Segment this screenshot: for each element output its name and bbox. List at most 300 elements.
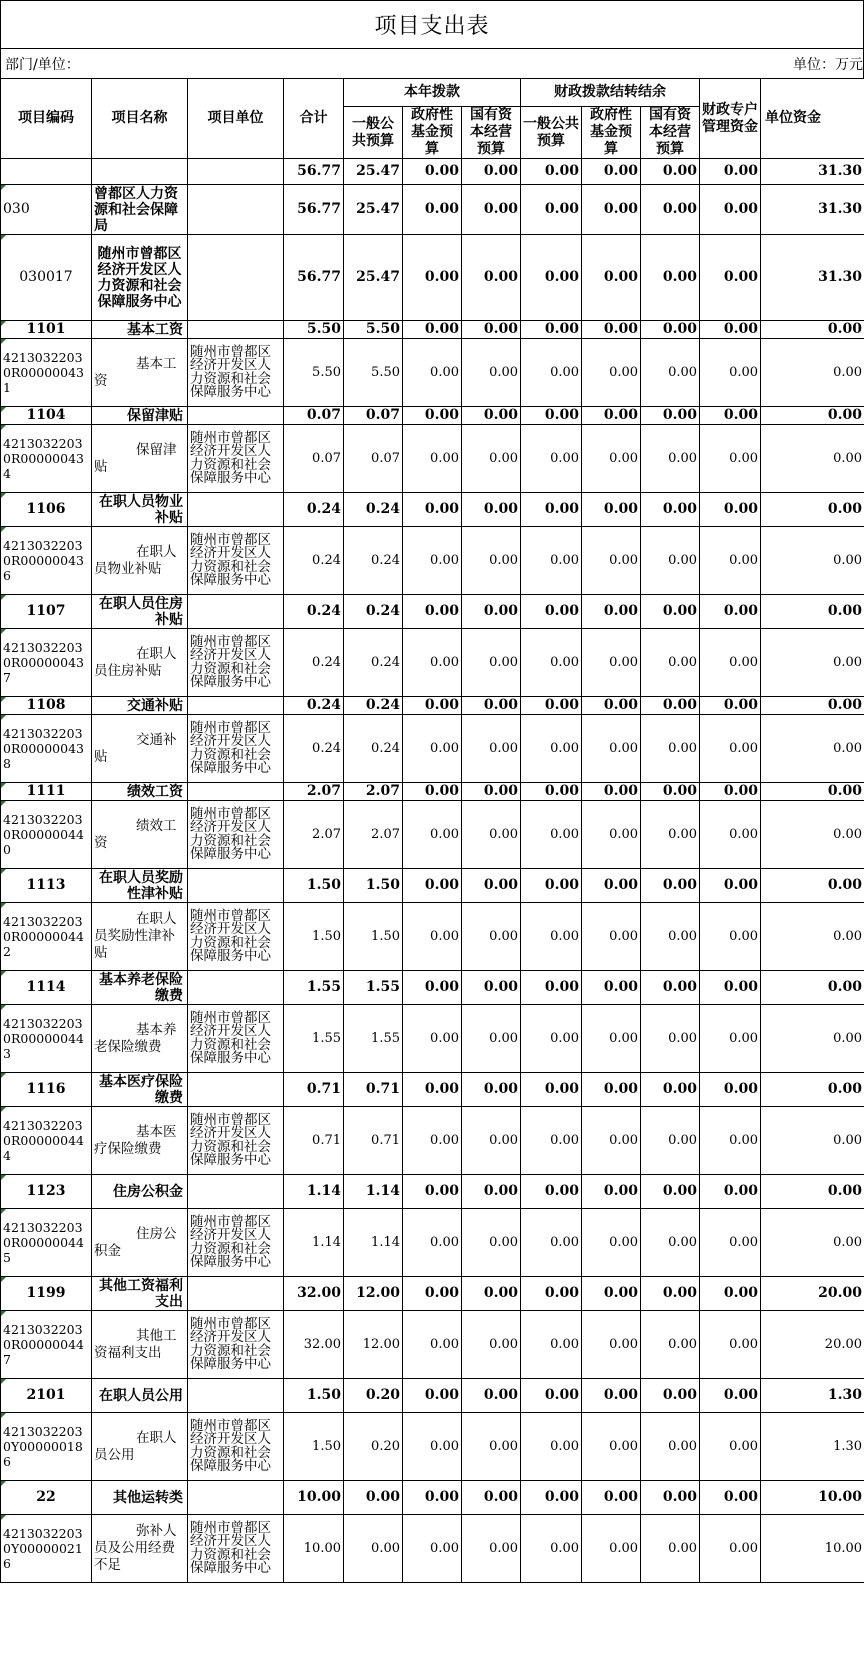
cell-value: 0.24 xyxy=(344,493,403,527)
cell-value: 0.00 xyxy=(582,527,641,595)
cell-value: 0.00 xyxy=(521,629,582,697)
cell-value: 0.00 xyxy=(582,1311,641,1379)
cell-value: 0.00 xyxy=(641,1481,700,1515)
cell-value: 0.00 xyxy=(641,407,700,425)
cell-value: 0.00 xyxy=(462,339,521,407)
cell-value: 0.00 xyxy=(641,1311,700,1379)
cell-value: 0.00 xyxy=(641,1209,700,1277)
cell-value: 0.71 xyxy=(344,1107,403,1175)
cell-name: 在职人员公用 xyxy=(92,1379,188,1413)
cell-value: 0.00 xyxy=(700,801,761,869)
cell-value: 0.00 xyxy=(403,595,462,629)
cell-unit: 随州市曾都区经济开发区人力资源和社会保障服务中心 xyxy=(188,715,284,783)
cell-value: 0.00 xyxy=(403,869,462,903)
table-row xyxy=(1,159,864,185)
cell-unit: 随州市曾都区经济开发区人力资源和社会保障服务中心 xyxy=(188,1413,284,1481)
cell-value: 0.00 xyxy=(521,185,582,235)
cell-value: 1.55 xyxy=(344,971,403,1005)
cell-value: 2.07 xyxy=(344,801,403,869)
cell-value: 0.00 xyxy=(403,235,462,321)
cell-value: 0.00 xyxy=(641,425,700,493)
cell-name: 住房公积金 xyxy=(92,1175,188,1209)
cell-unit xyxy=(188,235,284,321)
cell-value: 0.00 xyxy=(521,1073,582,1107)
cell-unit xyxy=(188,1073,284,1107)
cell-value: 0.00 xyxy=(761,321,864,339)
cell-value: 0.00 xyxy=(582,1379,641,1413)
cell-value: 0.00 xyxy=(641,321,700,339)
cell-code: 42130322030R000000440 xyxy=(1,801,92,869)
cell-value: 0.24 xyxy=(344,629,403,697)
cell-value: 0.00 xyxy=(403,1209,462,1277)
cell-name: 住房公积金 xyxy=(92,1209,188,1277)
cell-value: 0.00 xyxy=(462,697,521,715)
cell-value: 0.00 xyxy=(582,783,641,801)
cell-name: 其他运转类 xyxy=(92,1481,188,1515)
cell-code: 22 xyxy=(1,1481,92,1515)
cell-value: 0.00 xyxy=(403,971,462,1005)
header-general: 一般公共预算 xyxy=(344,107,403,159)
cell-code: 42130322030Y000000216 xyxy=(1,1515,92,1583)
dept-label: 部门/单位： xyxy=(5,56,80,73)
cell-value: 0.00 xyxy=(700,1515,761,1583)
cell-unit xyxy=(188,697,284,715)
cell-value: 0.00 xyxy=(462,869,521,903)
cell-value: 0.24 xyxy=(284,595,344,629)
cell-value: 0.00 xyxy=(403,715,462,783)
cell-value: 10.00 xyxy=(761,1481,864,1515)
table-row xyxy=(1,407,864,425)
cell-name: 基本医疗保险缴费 xyxy=(92,1073,188,1107)
cell-value: 56.77 xyxy=(284,185,344,235)
page-title: 项目支出表 xyxy=(0,0,864,48)
cell-code: 42130322030R000000445 xyxy=(1,1209,92,1277)
cell-value: 0.00 xyxy=(462,903,521,971)
cell-value: 0.00 xyxy=(521,339,582,407)
table-row xyxy=(1,1379,864,1413)
cell-value: 0.07 xyxy=(284,407,344,425)
cell-name: 基本医疗保险缴费 xyxy=(92,1107,188,1175)
cell-value: 32.00 xyxy=(284,1277,344,1311)
cell-value: 0.00 xyxy=(403,629,462,697)
cell-value: 2.07 xyxy=(284,801,344,869)
cell-value: 0.24 xyxy=(284,527,344,595)
cell-value: 0.71 xyxy=(344,1073,403,1107)
cell-code: 42130322030R000000431 xyxy=(1,339,92,407)
cell-value: 0.00 xyxy=(761,783,864,801)
cell-unit: 随州市曾都区经济开发区人力资源和社会保障服务中心 xyxy=(188,1311,284,1379)
cell-value: 0.00 xyxy=(700,1107,761,1175)
header-general-carry: 一般公共预算 xyxy=(521,107,582,159)
header-total: 合计 xyxy=(284,79,344,159)
cell-name: 在职人员奖励性津补贴 xyxy=(92,903,188,971)
cell-value: 0.24 xyxy=(344,697,403,715)
cell-value: 56.77 xyxy=(284,159,344,185)
cell-value: 12.00 xyxy=(344,1277,403,1311)
cell-code: 1113 xyxy=(1,869,92,903)
cell-value: 0.00 xyxy=(582,629,641,697)
cell-value: 0.00 xyxy=(700,595,761,629)
cell-value: 0.00 xyxy=(641,527,700,595)
cell-value: 0.00 xyxy=(403,493,462,527)
cell-code: 42130322030Y000000186 xyxy=(1,1413,92,1481)
cell-name: 在职人员住房补贴 xyxy=(92,629,188,697)
cell-value: 0.00 xyxy=(462,1515,521,1583)
cell-code: 42130322030R000000447 xyxy=(1,1311,92,1379)
cell-name: 基本工资 xyxy=(92,339,188,407)
table-row xyxy=(1,697,864,715)
cell-value: 0.00 xyxy=(700,1277,761,1311)
cell-value: 0.00 xyxy=(700,629,761,697)
table-row xyxy=(1,801,864,869)
cell-unit xyxy=(188,1277,284,1311)
cell-value: 0.24 xyxy=(284,629,344,697)
cell-value: 0.00 xyxy=(700,339,761,407)
cell-value: 0.00 xyxy=(641,1277,700,1311)
cell-unit xyxy=(188,783,284,801)
table-row xyxy=(1,783,864,801)
table-row xyxy=(1,1481,864,1515)
cell-code: 42130322030R000000436 xyxy=(1,527,92,595)
cell-value: 0.00 xyxy=(582,1277,641,1311)
cell-value: 0.00 xyxy=(403,1005,462,1073)
cell-name: 在职人员物业补贴 xyxy=(92,527,188,595)
cell-value: 0.00 xyxy=(641,1515,700,1583)
table-header xyxy=(1,79,864,159)
cell-value: 0.00 xyxy=(761,493,864,527)
cell-value: 0.00 xyxy=(521,493,582,527)
cell-value: 1.50 xyxy=(284,903,344,971)
cell-value: 0.07 xyxy=(284,425,344,493)
cell-value: 5.50 xyxy=(344,321,403,339)
table-row xyxy=(1,1209,864,1277)
cell-value: 0.00 xyxy=(521,235,582,321)
table-row xyxy=(1,1107,864,1175)
cell-value: 31.30 xyxy=(761,185,864,235)
cell-value: 0.00 xyxy=(641,493,700,527)
cell-value: 0.00 xyxy=(462,971,521,1005)
cell-name: 绩效工资 xyxy=(92,783,188,801)
cell-value: 0.00 xyxy=(700,235,761,321)
cell-code: 1106 xyxy=(1,493,92,527)
cell-value: 0.00 xyxy=(521,321,582,339)
cell-value: 5.50 xyxy=(284,321,344,339)
cell-value: 0.00 xyxy=(462,425,521,493)
cell-code: 1116 xyxy=(1,1073,92,1107)
cell-unit: 随州市曾都区经济开发区人力资源和社会保障服务中心 xyxy=(188,801,284,869)
cell-value: 0.00 xyxy=(521,1107,582,1175)
cell-value: 20.00 xyxy=(761,1277,864,1311)
cell-value: 0.00 xyxy=(761,1005,864,1073)
cell-value: 1.14 xyxy=(284,1175,344,1209)
cell-name: 基本养老保险缴费 xyxy=(92,1005,188,1073)
cell-value: 0.00 xyxy=(700,697,761,715)
table-row xyxy=(1,595,864,629)
cell-value: 0.00 xyxy=(462,595,521,629)
header-code: 项目编码 xyxy=(1,79,92,159)
cell-value: 0.00 xyxy=(641,1413,700,1481)
cell-code: 030 xyxy=(1,185,92,235)
cell-value: 0.00 xyxy=(700,493,761,527)
cell-value: 0.00 xyxy=(462,159,521,185)
cell-value: 0.00 xyxy=(641,1107,700,1175)
cell-value: 0.00 xyxy=(582,1209,641,1277)
cell-value: 0.20 xyxy=(344,1413,403,1481)
cell-value: 2.07 xyxy=(344,783,403,801)
cell-value: 0.00 xyxy=(700,1311,761,1379)
cell-code: 030017 xyxy=(1,235,92,321)
table-row xyxy=(1,1073,864,1107)
cell-value: 0.00 xyxy=(641,715,700,783)
cell-value: 0.00 xyxy=(700,1209,761,1277)
cell-value: 0.00 xyxy=(582,1005,641,1073)
cell-value: 0.00 xyxy=(582,715,641,783)
cell-value: 1.30 xyxy=(761,1379,864,1413)
cell-value: 0.00 xyxy=(403,697,462,715)
cell-code: 2101 xyxy=(1,1379,92,1413)
cell-value: 0.24 xyxy=(344,595,403,629)
cell-unit xyxy=(188,159,284,185)
cell-value: 0.00 xyxy=(761,407,864,425)
cell-value: 1.50 xyxy=(284,1413,344,1481)
cell-value: 0.00 xyxy=(462,407,521,425)
cell-value: 0.00 xyxy=(521,407,582,425)
cell-name: 保留津贴 xyxy=(92,425,188,493)
cell-value: 0.00 xyxy=(641,1005,700,1073)
cell-code: 1108 xyxy=(1,697,92,715)
cell-value: 0.00 xyxy=(462,1175,521,1209)
cell-value: 0.00 xyxy=(521,1311,582,1379)
cell-value: 0.00 xyxy=(582,595,641,629)
table-row xyxy=(1,1311,864,1379)
header-state-capital: 国有资本经营预算 xyxy=(462,107,521,159)
cell-value: 0.00 xyxy=(700,159,761,185)
cell-value: 0.71 xyxy=(284,1107,344,1175)
cell-value: 0.24 xyxy=(284,697,344,715)
table-row xyxy=(1,185,864,235)
cell-value: 0.00 xyxy=(403,425,462,493)
cell-value: 0.07 xyxy=(344,407,403,425)
cell-value: 56.77 xyxy=(284,235,344,321)
cell-value: 1.14 xyxy=(344,1175,403,1209)
cell-unit: 随州市曾都区经济开发区人力资源和社会保障服务中心 xyxy=(188,527,284,595)
cell-value: 0.00 xyxy=(403,185,462,235)
cell-code: 42130322030R000000442 xyxy=(1,903,92,971)
cell-value: 0.00 xyxy=(641,971,700,1005)
cell-value: 0.00 xyxy=(403,1311,462,1379)
cell-value: 0.00 xyxy=(641,1379,700,1413)
cell-value: 0.00 xyxy=(403,1481,462,1515)
cell-value: 0.00 xyxy=(521,527,582,595)
cell-unit xyxy=(188,1379,284,1413)
cell-value: 0.00 xyxy=(700,783,761,801)
cell-code xyxy=(1,159,92,185)
cell-value: 0.00 xyxy=(761,1073,864,1107)
cell-value: 0.20 xyxy=(344,1379,403,1413)
table-row xyxy=(1,715,864,783)
header-group-carry: 财政拨款结转结余 xyxy=(521,79,700,107)
cell-value: 0.00 xyxy=(761,715,864,783)
cell-value: 0.00 xyxy=(641,1073,700,1107)
cell-value: 0.00 xyxy=(582,493,641,527)
cell-unit: 随州市曾都区经济开发区人力资源和社会保障服务中心 xyxy=(188,339,284,407)
cell-value: 0.00 xyxy=(403,801,462,869)
cell-value: 0.00 xyxy=(582,801,641,869)
cell-value: 1.55 xyxy=(284,1005,344,1073)
cell-value: 12.00 xyxy=(344,1311,403,1379)
cell-name: 在职人员物业补贴 xyxy=(92,493,188,527)
cell-value: 0.00 xyxy=(344,1481,403,1515)
cell-code: 42130322030R000000438 xyxy=(1,715,92,783)
cell-name: 绩效工资 xyxy=(92,801,188,869)
header-name: 项目名称 xyxy=(92,79,188,159)
cell-value: 0.00 xyxy=(700,869,761,903)
cell-value: 0.00 xyxy=(641,159,700,185)
header-gov-fund-carry: 政府性基金预算 xyxy=(582,107,641,159)
cell-value: 31.30 xyxy=(761,159,864,185)
cell-value: 0.00 xyxy=(641,595,700,629)
cell-code: 1107 xyxy=(1,595,92,629)
cell-value: 0.00 xyxy=(582,869,641,903)
cell-value: 0.00 xyxy=(462,629,521,697)
cell-value: 0.00 xyxy=(521,1515,582,1583)
cell-value: 0.00 xyxy=(462,1073,521,1107)
cell-value: 0.00 xyxy=(700,971,761,1005)
cell-value: 0.00 xyxy=(462,321,521,339)
cell-value: 0.00 xyxy=(761,595,864,629)
cell-value: 0.00 xyxy=(462,1413,521,1481)
cell-value: 0.00 xyxy=(582,407,641,425)
cell-value: 0.00 xyxy=(761,697,864,715)
cell-value: 0.00 xyxy=(403,339,462,407)
cell-unit xyxy=(188,185,284,235)
cell-value: 0.00 xyxy=(403,783,462,801)
cell-value: 0.00 xyxy=(641,869,700,903)
cell-value: 0.00 xyxy=(641,235,700,321)
cell-value: 0.00 xyxy=(521,1379,582,1413)
cell-name xyxy=(92,159,188,185)
cell-value: 5.50 xyxy=(284,339,344,407)
cell-value: 1.50 xyxy=(344,903,403,971)
cell-value: 0.00 xyxy=(700,425,761,493)
table-body xyxy=(1,159,864,1583)
cell-value: 0.00 xyxy=(521,1209,582,1277)
cell-value: 0.00 xyxy=(761,527,864,595)
cell-value: 1.30 xyxy=(761,1413,864,1481)
cell-value: 0.00 xyxy=(582,1481,641,1515)
cell-value: 0.24 xyxy=(284,493,344,527)
table-row xyxy=(1,971,864,1005)
cell-value: 0.00 xyxy=(761,869,864,903)
table-row xyxy=(1,425,864,493)
cell-name: 弥补人员及公用经费不足 xyxy=(92,1515,188,1583)
cell-value: 0.00 xyxy=(521,715,582,783)
cell-value: 1.14 xyxy=(284,1209,344,1277)
cell-unit xyxy=(188,971,284,1005)
cell-value: 5.50 xyxy=(344,339,403,407)
cell-name: 在职人员住房补贴 xyxy=(92,595,188,629)
cell-value: 0.00 xyxy=(462,1209,521,1277)
cell-value: 0.07 xyxy=(344,425,403,493)
cell-value: 0.00 xyxy=(700,1379,761,1413)
cell-unit: 随州市曾都区经济开发区人力资源和社会保障服务中心 xyxy=(188,1107,284,1175)
table-row xyxy=(1,235,864,321)
cell-value: 0.00 xyxy=(582,321,641,339)
cell-value: 31.30 xyxy=(761,235,864,321)
cell-value: 0.00 xyxy=(641,185,700,235)
cell-value: 0.00 xyxy=(700,1413,761,1481)
cell-value: 0.00 xyxy=(403,1379,462,1413)
cell-value: 0.00 xyxy=(403,1175,462,1209)
cell-name: 在职人员公用 xyxy=(92,1413,188,1481)
cell-value: 0.00 xyxy=(582,1107,641,1175)
cell-value: 1.55 xyxy=(344,1005,403,1073)
table-row xyxy=(1,869,864,903)
cell-value: 0.00 xyxy=(700,1073,761,1107)
cell-value: 1.14 xyxy=(344,1209,403,1277)
cell-value: 0.00 xyxy=(700,1005,761,1073)
cell-value: 0.00 xyxy=(462,1481,521,1515)
header-special: 财政专户管理资金 xyxy=(700,79,761,159)
cell-value: 0.00 xyxy=(761,971,864,1005)
cell-value: 0.00 xyxy=(403,1277,462,1311)
cell-value: 2.07 xyxy=(284,783,344,801)
cell-value: 0.00 xyxy=(761,903,864,971)
cell-value: 0.00 xyxy=(462,1311,521,1379)
cell-value: 1.50 xyxy=(284,1379,344,1413)
cell-value: 0.00 xyxy=(462,1379,521,1413)
cell-code: 42130322030R000000437 xyxy=(1,629,92,697)
cell-code: 42130322030R000000444 xyxy=(1,1107,92,1175)
cell-value: 0.00 xyxy=(700,715,761,783)
cell-value: 0.00 xyxy=(641,783,700,801)
cell-value: 0.00 xyxy=(521,595,582,629)
cell-name: 其他工资福利支出 xyxy=(92,1311,188,1379)
cell-value: 0.00 xyxy=(582,1175,641,1209)
cell-value: 0.24 xyxy=(344,715,403,783)
cell-name: 交通补贴 xyxy=(92,715,188,783)
cell-code: 1114 xyxy=(1,971,92,1005)
cell-value: 0.00 xyxy=(403,527,462,595)
cell-name: 在职人员奖励性津补贴 xyxy=(92,869,188,903)
cell-value: 10.00 xyxy=(761,1515,864,1583)
cell-value: 1.50 xyxy=(344,869,403,903)
cell-value: 0.00 xyxy=(582,697,641,715)
header-state-capital-carry: 国有资本经营预算 xyxy=(641,107,700,159)
header-own: 单位资金 xyxy=(761,79,864,159)
cell-value: 0.00 xyxy=(403,1107,462,1175)
cell-value: 25.47 xyxy=(344,235,403,321)
cell-name: 曾都区人力资源和社会保障局 xyxy=(92,185,188,235)
cell-value: 0.00 xyxy=(761,1175,864,1209)
cell-name: 其他工资福利支出 xyxy=(92,1277,188,1311)
cell-code: 1101 xyxy=(1,321,92,339)
cell-code: 1199 xyxy=(1,1277,92,1311)
cell-unit xyxy=(188,869,284,903)
cell-unit xyxy=(188,1481,284,1515)
table-row xyxy=(1,1515,864,1583)
cell-value: 0.00 xyxy=(761,339,864,407)
table-row xyxy=(1,321,864,339)
cell-value: 0.00 xyxy=(700,407,761,425)
cell-code: 42130322030R000000434 xyxy=(1,425,92,493)
cell-value: 0.00 xyxy=(521,159,582,185)
cell-value: 0.00 xyxy=(582,185,641,235)
cell-value: 0.00 xyxy=(641,339,700,407)
cell-value: 0.00 xyxy=(761,1107,864,1175)
cell-value: 0.00 xyxy=(641,903,700,971)
cell-value: 0.00 xyxy=(761,1209,864,1277)
